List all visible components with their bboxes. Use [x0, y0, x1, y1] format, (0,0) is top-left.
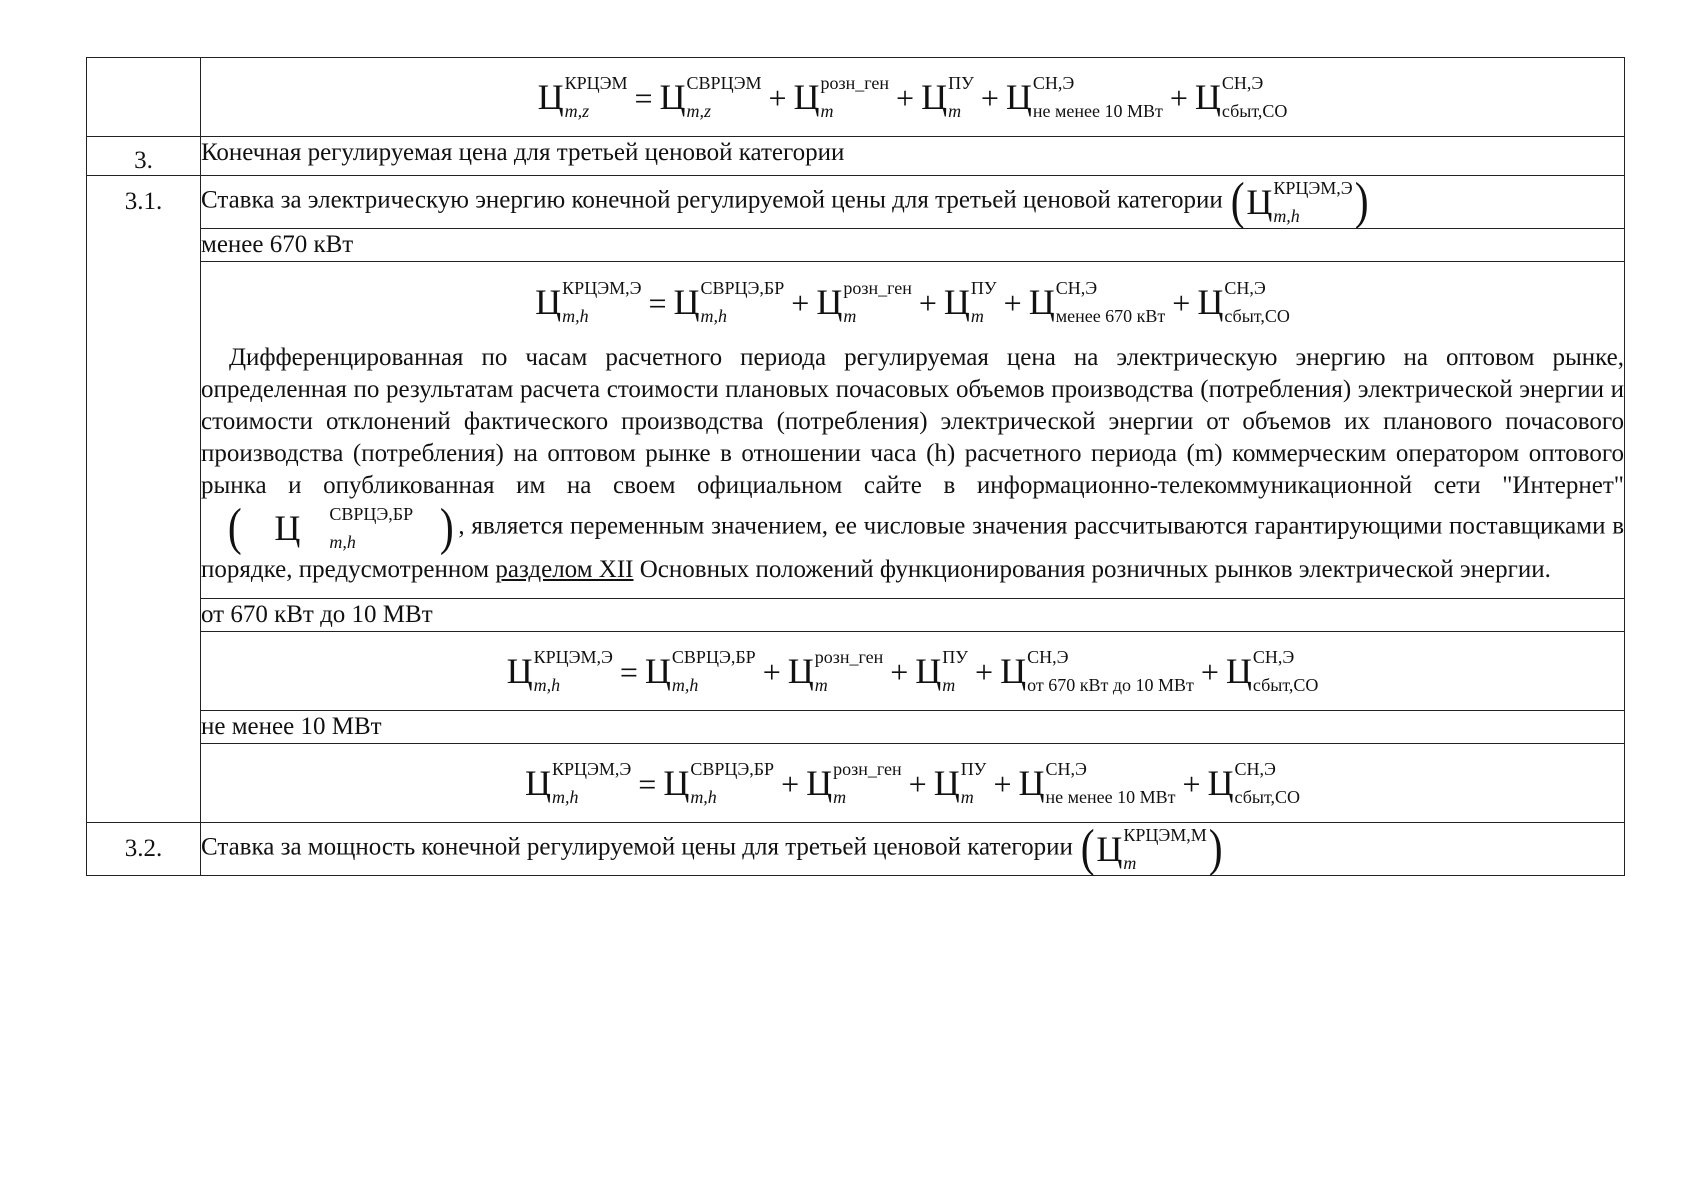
price-symbol [1197, 278, 1290, 326]
symbol-superscript: ПУ [942, 647, 969, 667]
symbol-scripts [671, 647, 756, 695]
plus-sign: + [791, 285, 810, 321]
explanation-paragraph [201, 342, 1624, 598]
symbol-superscript: ПУ [960, 759, 987, 779]
symbol-base: Ц [793, 77, 820, 117]
symbol-subscript: m [948, 101, 962, 121]
symbol-superscript: КРЦЭМ,Э [562, 278, 642, 298]
symbol-scripts [833, 759, 902, 807]
symbol-base: Ц [806, 763, 833, 803]
symbol-superscript: СВРЦЭ,БР [329, 504, 414, 524]
table-row [87, 176, 1625, 229]
price-symbol [673, 278, 785, 326]
symbol-subscript: сбыт,СО [1221, 101, 1288, 121]
symbol-base: Ц [787, 651, 814, 691]
plus-sign: + [918, 285, 937, 321]
symbol-subscript: m,h [671, 675, 699, 695]
symbol-superscript: СН,Э [1055, 278, 1098, 298]
price-symbol [915, 647, 969, 695]
price-symbol [816, 278, 912, 326]
symbol-superscript: СВРЦЭ,БР [700, 278, 785, 298]
table-row [87, 599, 1625, 632]
symbol-subscript: m,h [533, 675, 561, 695]
symbol-scripts [301, 504, 414, 552]
symbol-superscript: розн_ген [843, 278, 912, 298]
price-symbol [921, 73, 974, 121]
equals-sign: = [638, 766, 657, 802]
symbol-base: Ц [943, 282, 970, 322]
symbol-scripts [1221, 73, 1288, 121]
table-row [87, 137, 1625, 176]
formula [506, 647, 1319, 695]
row-text: Конечная регулируемая цена для третьей ценовой категории [201, 137, 1625, 176]
price-symbol [246, 504, 414, 552]
price-symbol [663, 759, 775, 807]
symbol-superscript: розн_ген [833, 759, 902, 779]
plus-sign: + [781, 766, 800, 802]
symbol-subscript: сбыт,СО [1224, 306, 1290, 326]
formula-cell [201, 632, 1625, 711]
symbol-subscript: m,h [1273, 206, 1300, 226]
symbol-scripts [948, 73, 974, 121]
row-number-cell [87, 137, 201, 176]
symbol-scripts [686, 73, 762, 121]
close-paren: ) [440, 499, 454, 556]
price-symbol [524, 759, 632, 807]
price-symbol [1028, 278, 1166, 326]
plus-sign: + [993, 766, 1012, 802]
symbol-base: Ц [524, 763, 551, 803]
open-paren: ( [227, 499, 242, 556]
row-heading: Ставка за мощность конечной регулируемой цены для третьей ценовой категории [201, 833, 1073, 861]
symbol-superscript: СН,Э [1027, 647, 1069, 667]
symbol-base: Ц [1225, 651, 1252, 691]
symbol-superscript: СВРЦЭ,БР [690, 759, 775, 779]
symbol-superscript: СН,Э [1221, 73, 1264, 93]
symbol-scripts [1234, 759, 1301, 807]
symbol-superscript: СН,Э [1045, 759, 1087, 779]
equals-sign: = [648, 285, 667, 321]
row-number-cell [87, 58, 201, 137]
table-row [87, 744, 1625, 823]
price-symbol [933, 759, 987, 807]
symbol-superscript: КРЦЭМ,Э [533, 647, 613, 667]
para-text: Основных положений функционирования розничных рынков электрической энергии. [639, 556, 1551, 583]
formula-and-note-cell [201, 262, 1625, 599]
symbol-superscript: КРЦЭМ,Э [551, 759, 632, 779]
plus-sign: + [1169, 80, 1188, 116]
inline-symbol [1229, 173, 1370, 230]
price-symbol [1246, 178, 1353, 226]
symbol-base: Ц [1246, 182, 1273, 222]
plus-sign: + [975, 654, 994, 690]
symbol-scripts [942, 647, 969, 695]
row-number: 3.1. [124, 188, 163, 215]
price-symbol [1194, 73, 1288, 121]
plus-sign: + [1003, 285, 1022, 321]
open-paren: ( [1080, 820, 1095, 877]
symbol-scripts [1032, 73, 1163, 121]
plus-sign: + [1200, 654, 1219, 690]
symbol-base: Ц [663, 763, 690, 803]
plus-sign: + [908, 766, 927, 802]
symbol-subscript: m [960, 787, 974, 807]
formula-cell [201, 58, 1625, 137]
symbol-scripts [960, 759, 987, 807]
price-symbol [787, 647, 884, 695]
formula [535, 278, 1290, 326]
symbol-subscript: m [814, 675, 828, 695]
symbol-scripts [970, 278, 997, 326]
symbol-superscript: ПУ [948, 73, 974, 93]
row-text [201, 820, 1625, 877]
symbol-base: Ц [816, 282, 843, 322]
plus-sign: + [890, 654, 909, 690]
symbol-superscript: СН,Э [1032, 73, 1075, 93]
symbol-base: Ц [1096, 829, 1123, 869]
symbol-base: Ц [506, 651, 533, 691]
row-text [201, 173, 1625, 230]
symbol-subscript: не менее 10 МВт [1045, 787, 1176, 807]
symbol-base: Ц [1197, 282, 1224, 322]
symbol-scripts [551, 759, 632, 807]
symbol-superscript: КРЦЭМ,М [1123, 825, 1207, 845]
symbol-scripts [1224, 278, 1290, 326]
symbol-base: Ц [659, 77, 686, 117]
symbol-scripts [1045, 759, 1176, 807]
symbol-base: Ц [535, 282, 562, 322]
price-symbol [943, 278, 997, 326]
table-row [87, 823, 1625, 876]
formula [537, 73, 1288, 121]
row-number: 3. [134, 147, 153, 174]
symbol-superscript: СН,Э [1252, 647, 1295, 667]
symbol-scripts [1123, 825, 1207, 873]
plus-sign: + [768, 80, 787, 116]
price-symbol [1000, 647, 1194, 695]
close-paren: ) [1354, 173, 1369, 230]
plus-sign: + [762, 654, 781, 690]
table-row [87, 58, 1625, 137]
para-text: Дифференцированная по часам расчетного периода регулируемая цена на электрическую энергию на оптовом рынке, определенная по результатам расчета стоимости плановых почасовых объемов производства (потребления) электрической энергии и стоимости отклонений фактического производства (потребления) электрической энергии от объемов их планового почасового производства (потребления) на оптовом рынке в отношении часа (h) расчетного периода (m) коммерческим оператором оптового рынка и опубликованная им на своем официальном сайте в информационно-телекоммуникационной сети "Интернет" [201, 344, 1624, 499]
symbol-subscript: не менее 10 МВт [1032, 101, 1163, 121]
symbol-scripts [1273, 178, 1353, 226]
inline-symbol [1079, 820, 1224, 877]
symbol-superscript: СВРЦЭМ [686, 73, 762, 93]
category-label: не менее 10 МВт [201, 711, 1625, 744]
price-symbol [1225, 647, 1319, 695]
symbol-base: Ц [274, 508, 301, 548]
symbol-subscript: m,h [551, 787, 579, 807]
symbol-subscript: m [820, 101, 834, 121]
symbol-subscript: m,h [700, 306, 728, 326]
row-number-cell [87, 823, 201, 876]
symbol-scripts [1027, 647, 1194, 695]
symbol-superscript: СН,Э [1234, 759, 1276, 779]
inline-symbol [201, 499, 458, 556]
price-symbol [659, 73, 762, 121]
symbol-superscript: розн_ген [814, 647, 884, 667]
symbol-subscript: m,h [690, 787, 717, 807]
row-heading: Ставка за электрическую энергию конечной регулируемой цены для третьей ценовой категории [201, 186, 1223, 214]
price-symbol [644, 647, 756, 695]
section-link[interactable]: разделом XII [495, 556, 634, 583]
plus-sign: + [1182, 766, 1201, 802]
symbol-base: Ц [1028, 282, 1055, 322]
price-symbol [1005, 73, 1163, 121]
price-symbol [1207, 759, 1301, 807]
symbol-subscript: менее 670 кВт [1055, 306, 1166, 326]
symbol-base: Ц [1000, 651, 1027, 691]
symbol-scripts [814, 647, 884, 695]
price-symbol [537, 73, 628, 121]
symbol-subscript: m,h [329, 532, 356, 552]
symbol-subscript: сбыт,СО [1234, 787, 1301, 807]
price-table [86, 57, 1625, 876]
symbol-scripts [562, 278, 642, 326]
symbol-subscript: m [942, 675, 956, 695]
price-symbol [535, 278, 642, 326]
open-paren: ( [1230, 173, 1245, 230]
close-paren: ) [1208, 820, 1223, 877]
symbol-subscript: от 670 кВт до 10 МВт [1027, 675, 1194, 695]
plus-sign: + [896, 80, 915, 116]
symbol-superscript: КРЦЭМ,Э [1273, 178, 1353, 198]
symbol-superscript: КРЦЭМ [564, 73, 628, 93]
symbol-subscript: m [833, 787, 847, 807]
symbol-subscript: m [1123, 853, 1137, 873]
symbol-base: Ц [537, 77, 564, 117]
symbol-scripts [843, 278, 912, 326]
symbol-base: Ц [1207, 763, 1234, 803]
symbol-scripts [700, 278, 785, 326]
table-row [87, 632, 1625, 711]
symbol-scripts [820, 73, 890, 121]
symbol-subscript: m,z [564, 101, 590, 121]
symbol-base: Ц [1005, 77, 1032, 117]
symbol-scripts [564, 73, 628, 121]
symbol-base: Ц [1194, 77, 1221, 117]
symbol-scripts [690, 759, 775, 807]
formula [524, 759, 1301, 807]
price-symbol [806, 759, 902, 807]
symbol-subscript: m,h [562, 306, 589, 326]
category-label: от 670 кВт до 10 МВт [201, 599, 1625, 632]
symbol-superscript: СН,Э [1224, 278, 1266, 298]
formula-cell [201, 744, 1625, 823]
para-text: , является переменным значением, ее числовые значения рассчитываются гарантирующими поставщиками в порядке, предусмотренном [201, 512, 1624, 583]
price-symbol [1096, 825, 1207, 873]
symbol-base: Ц [933, 763, 960, 803]
symbol-subscript: m [970, 306, 984, 326]
symbol-base: Ц [915, 651, 942, 691]
price-symbol [506, 647, 613, 695]
category-label: менее 670 кВт [201, 229, 1625, 262]
symbol-superscript: СВРЦЭ,БР [671, 647, 756, 667]
symbol-superscript: ПУ [970, 278, 997, 298]
symbol-base: Ц [644, 651, 671, 691]
symbol-subscript: сбыт,СО [1252, 675, 1319, 695]
table-row [87, 711, 1625, 744]
row-number: 3.2. [124, 835, 163, 862]
symbol-scripts [1252, 647, 1319, 695]
symbol-superscript: розн_ген [820, 73, 890, 93]
symbol-scripts [1055, 278, 1166, 326]
plus-sign: + [980, 80, 999, 116]
table-row [87, 229, 1625, 262]
equals-sign: = [619, 654, 638, 690]
row-number-cell [87, 176, 201, 823]
equals-sign: = [634, 80, 653, 116]
table-row [87, 262, 1625, 599]
plus-sign: + [1172, 285, 1191, 321]
price-symbol [1018, 759, 1176, 807]
symbol-base: Ц [1018, 763, 1045, 803]
symbol-base: Ц [673, 282, 700, 322]
symbol-subscript: m,z [686, 101, 712, 121]
price-symbol [793, 73, 890, 121]
symbol-subscript: m [843, 306, 857, 326]
symbol-base: Ц [921, 77, 948, 117]
symbol-scripts [533, 647, 613, 695]
